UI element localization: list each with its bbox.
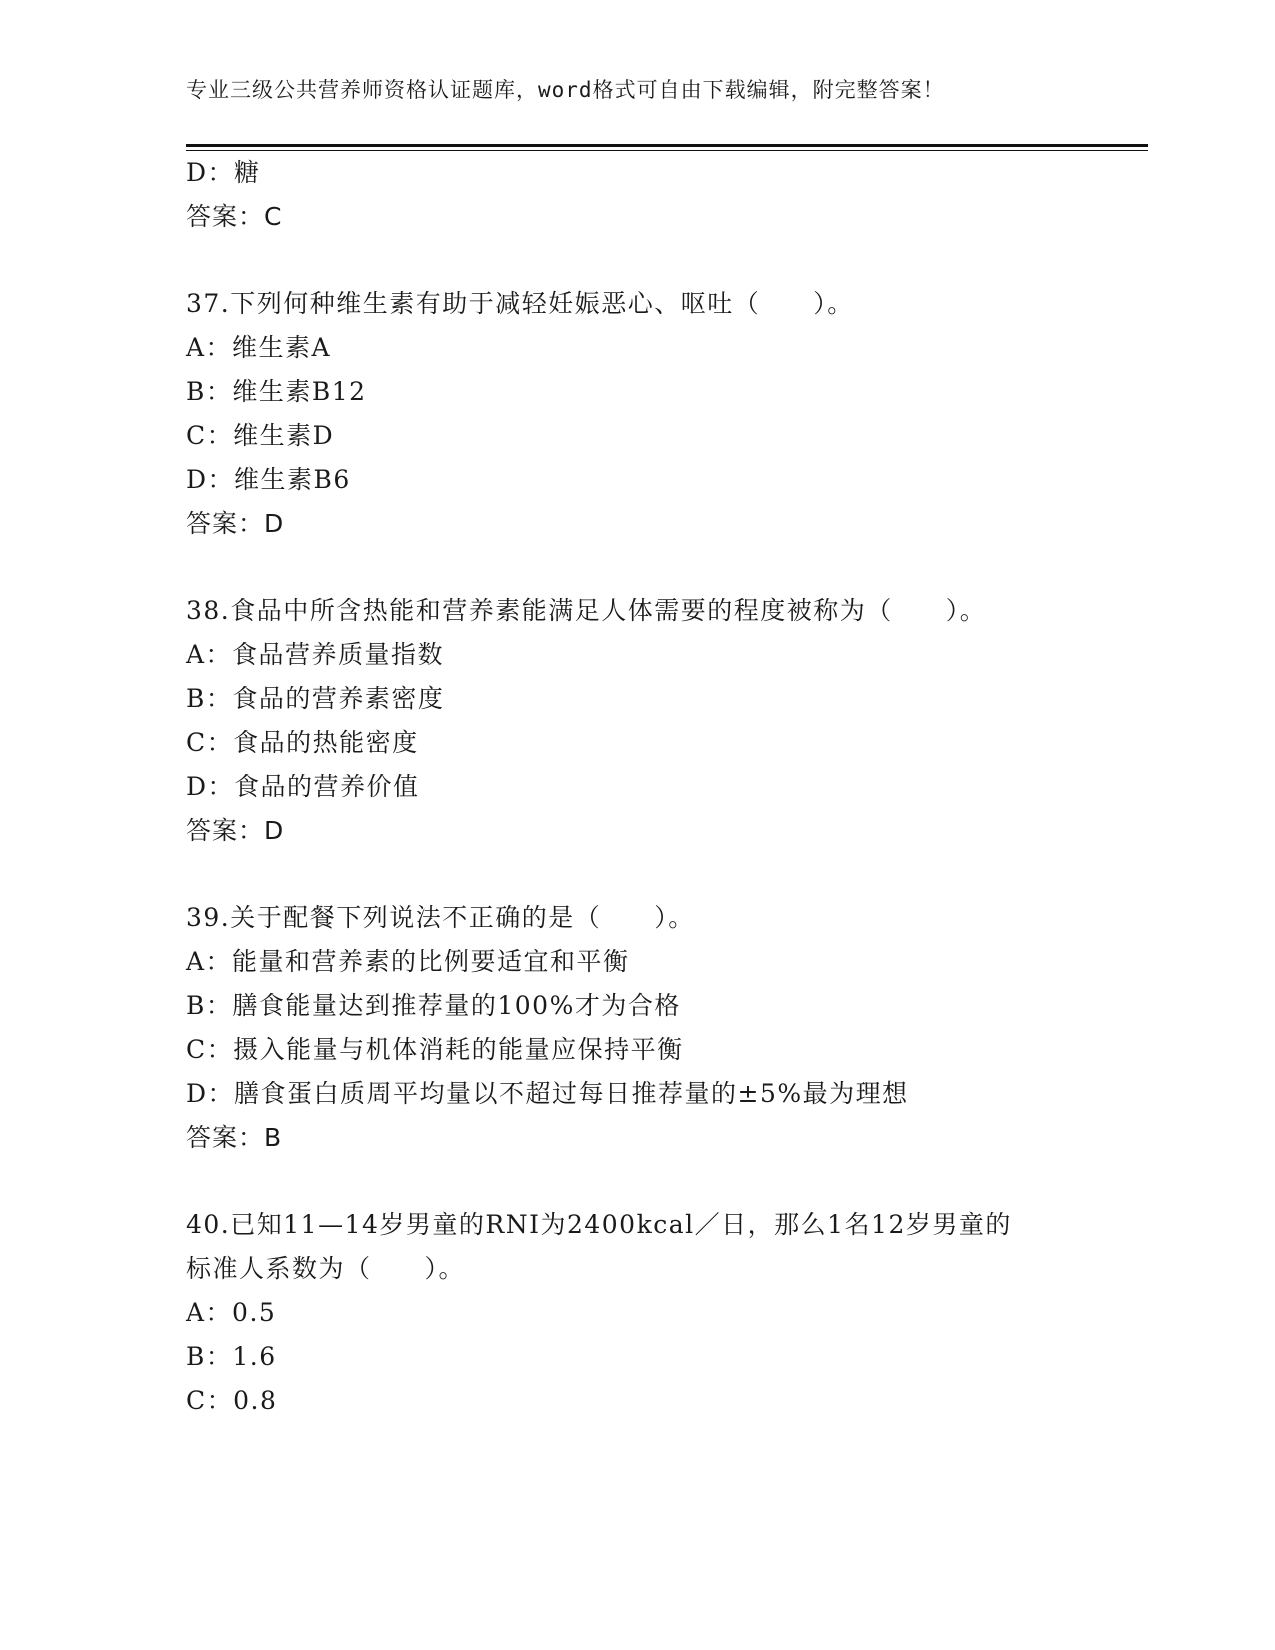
page-header: 专业三级公共营养师资格认证题库，word格式可自由下载编辑，附完整答案！ — [186, 78, 945, 102]
q37-answer: 答案：D — [186, 509, 285, 538]
q38-option-d: D：食品的营养价值 — [186, 772, 420, 801]
prev-option-d: D：糖 — [186, 158, 261, 187]
q38-answer: 答案：D — [186, 816, 285, 845]
q38-stem: 38.食品中所含热能和营养素能满足人体需要的程度被称为（ ）。 — [186, 596, 987, 625]
q39-stem: 39.关于配餐下列说法不正确的是（ ）。 — [186, 903, 695, 932]
q39-answer: 答案：B — [186, 1123, 283, 1152]
q39-option-b: B：膳食能量达到推荐量的100%才为合格 — [186, 991, 681, 1020]
q37-option-b: B：维生素B12 — [186, 377, 367, 406]
q40-option-a: A：0.5 — [186, 1298, 277, 1327]
q40-stem-line1: 40.已知11—14岁男童的RNI为2400kcal／日，那么1名12岁男童的 — [186, 1210, 1012, 1239]
q39-option-a: A：能量和营养素的比例要适宜和平衡 — [186, 947, 630, 976]
q40-option-c: C：0.8 — [186, 1386, 278, 1415]
q37-option-a: A：维生素A — [186, 333, 332, 362]
q37-stem: 37.下列何种维生素有助于减轻妊娠恶心、呕吐（ ）。 — [186, 289, 854, 318]
q39-option-d: D：膳食蛋白质周平均量以不超过每日推荐量的±5%最为理想 — [186, 1079, 909, 1108]
q37-option-c: C：维生素D — [186, 421, 335, 450]
q37-option-d: D：维生素B6 — [186, 465, 351, 494]
q38-option-a: A：食品营养质量指数 — [186, 640, 445, 669]
q38-option-c: C：食品的热能密度 — [186, 728, 419, 757]
q40-option-b: B：1.6 — [186, 1342, 277, 1371]
header-rule-thin — [186, 150, 1148, 151]
header-rule-thick — [186, 144, 1148, 147]
q40-stem-line2: 标准人系数为（ ）。 — [186, 1254, 466, 1283]
q39-option-c: C：摄入能量与机体消耗的能量应保持平衡 — [186, 1035, 684, 1064]
prev-answer: 答案：C — [186, 202, 283, 231]
q38-option-b: B：食品的营养素密度 — [186, 684, 445, 713]
